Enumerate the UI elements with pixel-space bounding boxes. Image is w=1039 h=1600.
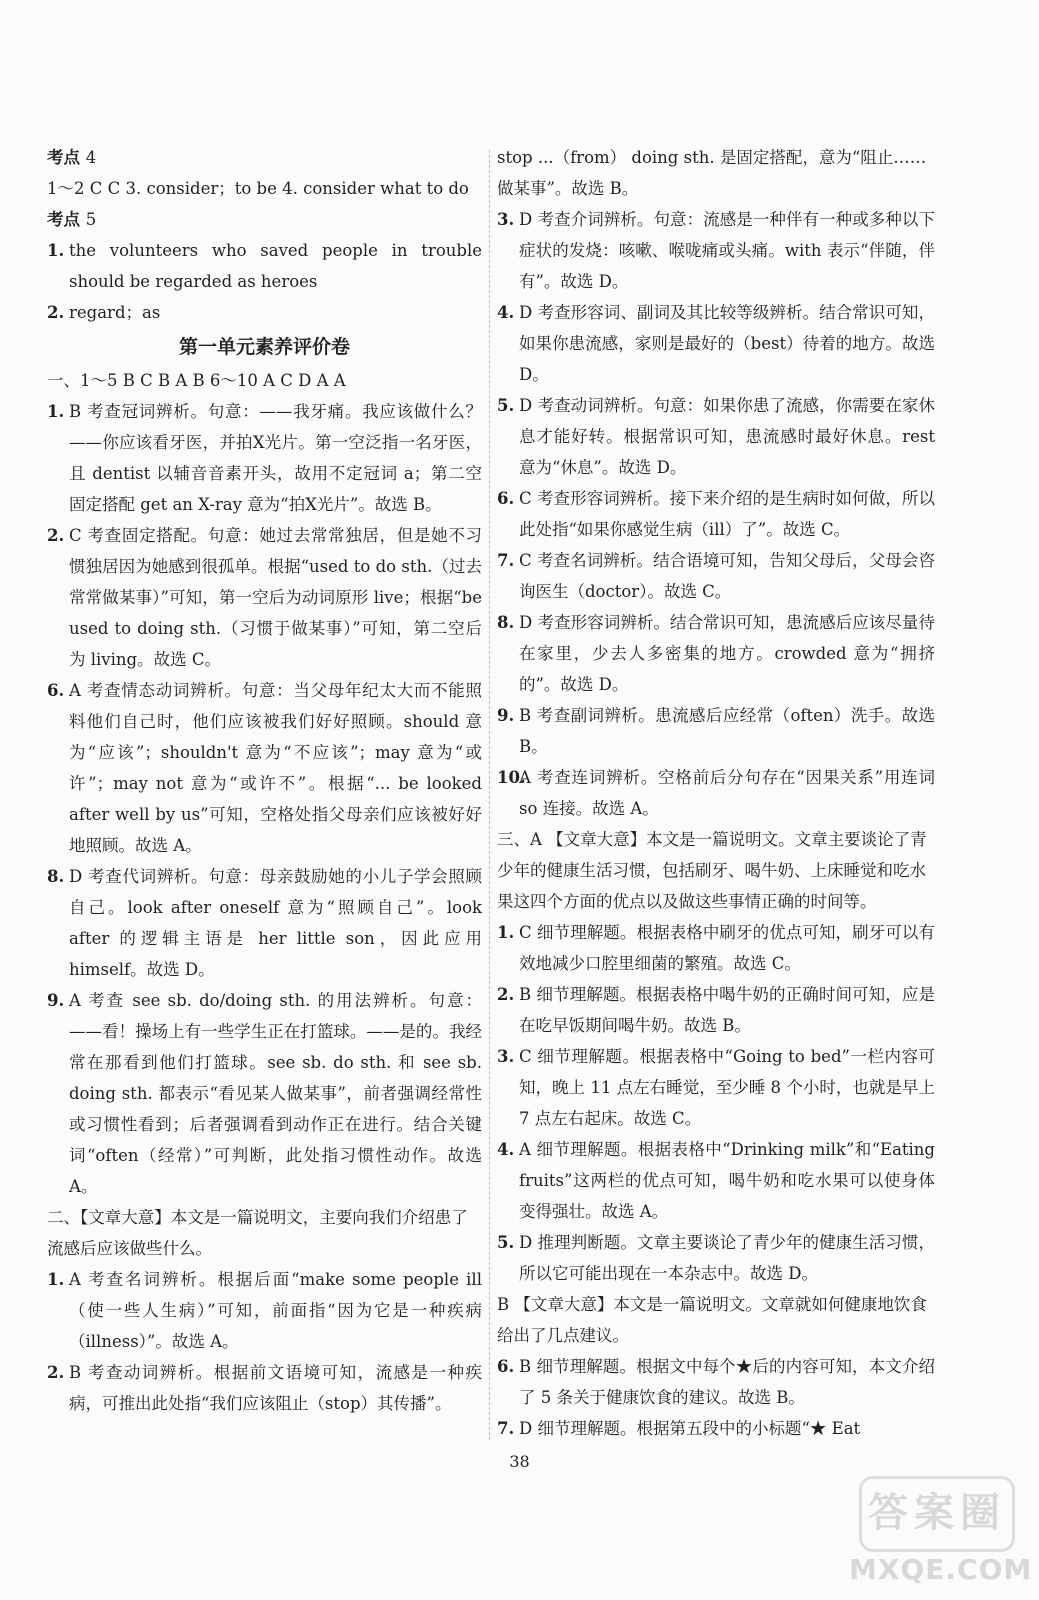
item-number: 7.	[497, 1419, 515, 1438]
answer-item	[47, 861, 482, 985]
item-text: A 细节理解题。根据表格中“Drinking milk”和“Eating fruits”这两栏的优点可知，喝牛奶和吃水果可以使身体变得强壮。故选 A。	[519, 1140, 935, 1221]
answer-item	[497, 390, 935, 483]
page-number: 38	[509, 1452, 530, 1471]
item-number: 6.	[47, 681, 65, 700]
item-text: C 细节理解题。根据表格中刷牙的优点可知，刷牙可以有效地减少口腔里细菌的繁殖。故选 C。	[519, 923, 935, 973]
part-one-answers: 一、1～5 B C B A B 6～10 A C D A A	[47, 371, 346, 390]
item-text: C 细节理解题。根据表格中“Going to bed”一栏内容可知，晚上 11 点左右睡觉，至少睡 8 个小时，也就是早上 7 点左右起床。故选 C。	[519, 1047, 935, 1128]
answer-item	[497, 297, 935, 390]
answer-item	[47, 675, 482, 861]
kaodian-4-answers: 1～2 C C 3. consider；to be 4. consider what to do	[47, 179, 469, 198]
item-number: 2.	[47, 526, 65, 545]
left-column	[47, 142, 482, 1419]
answer-item	[497, 700, 935, 762]
item-number: 8.	[497, 613, 515, 632]
item-number: 1.	[47, 402, 65, 421]
item-text: D 考查代词辨析。句意：母亲鼓励她的小儿子学会照顾自己。look after oneself 意为“照顾自己”。look after 的逻辑主语是 her little son，因此应用 himself。故选 D。	[69, 867, 482, 979]
answer-item	[497, 1134, 935, 1227]
answer-item	[497, 1413, 935, 1444]
answer-item	[497, 1351, 935, 1413]
continued-text: stop ...（from） doing sth. 是固定搭配，意为“阻止……做某事”。故选 B。	[497, 148, 927, 198]
item-number: 6.	[497, 1357, 515, 1376]
watermark-seal: 答案圈	[859, 1476, 1015, 1552]
item-number: 4.	[497, 303, 515, 322]
item-number: 2.	[47, 1363, 65, 1382]
answer-item	[497, 545, 935, 607]
right-column	[497, 142, 935, 1444]
kaodian-4-heading: 考点 4	[47, 148, 97, 167]
watermark-site: MXQE.COM	[849, 1553, 1033, 1586]
answer-item	[47, 520, 482, 675]
item-number: 4.	[497, 1140, 515, 1159]
item-text: D 考查动词辨析。句意：如果你患了流感，你需要在家休息才能好转。根据常识可知，患流感时最好休息。rest 意为“休息”。故选 D。	[519, 396, 935, 477]
item-number: 6.	[497, 489, 515, 508]
item-text: A 考查情态动词辨析。句意：当父母年纪太大而不能照料他们自己时，他们应该被我们好好照顾。should 意为“应该”；shouldn't 意为“不应该”；may 意为“或许”；may not 意为“或许不”。根据“... be looked after well by us”可知，空格处指父母亲们应该被好好地照顾。故选 A。	[69, 681, 482, 855]
item-text: A 考查名词辨析。根据后面“make some people ill（使一些人生病）”可知，前面指“因为它是一种疾病（illness）”。故选 A。	[69, 1270, 482, 1351]
item-text: D 考查形容词辨析。结合常识可知，患流感后应该尽量待在家里，少去人多密集的地方。crowded 意为“拥挤的”。故选 D。	[519, 613, 935, 694]
item-text: B 考查冠词辨析。句意：——我牙痛。我应该做什么？——你应该看牙医，并拍X光片。第一空泛指一名牙医，且 dentist 以辅音音素开头，故用不定冠词 a；第二空固定搭配 get an X-ray 意为“拍X光片”。故选 B。	[69, 402, 482, 514]
item-text: regard；as	[69, 303, 161, 322]
item-number: 2.	[497, 985, 515, 1004]
item-text: D 推理判断题。文章主要谈论了青少年的健康生活习惯，所以它可能出现在一本杂志中。故选 D。	[519, 1233, 935, 1283]
answer-item	[497, 762, 935, 824]
answer-item	[47, 297, 482, 328]
item-number: 1.	[497, 923, 515, 942]
item-text: B 考查动词辨析。根据前文语境可知，流感是一种疾病，可推出此处指“我们应该阻止（stop）其传播”。	[69, 1363, 482, 1413]
item-number: 9.	[47, 991, 65, 1010]
answer-item	[47, 396, 482, 520]
watermark-logo	[849, 1476, 1033, 1586]
item-number: 1.	[47, 1270, 65, 1289]
item-text: C 考查名词辨析。结合语境可知，告知父母后，父母会咨询医生（doctor）。故选 C。	[519, 551, 935, 601]
part-two-summary: 二、【文章大意】本文是一篇说明文，主要向我们介绍患了流感后应该做些什么。	[47, 1208, 468, 1258]
item-number: 7.	[497, 551, 515, 570]
part-three-a-explanations	[497, 917, 935, 1289]
item-text: D 考查形容词、副词及其比较等级辨析。结合常识可知，如果你患流感，家则是最好的（best）待着的地方。故选 D。	[519, 303, 935, 384]
answer-item	[497, 1227, 935, 1289]
part-three-b-summary: B 【文章大意】本文是一篇说明文。文章就如何健康地饮食给出了几点建议。	[497, 1295, 927, 1345]
item-number: 8.	[47, 867, 65, 886]
item-number: 10.	[497, 768, 526, 787]
part-two-explanations	[47, 1264, 482, 1419]
answer-item	[497, 1041, 935, 1134]
item-text: the volunteers who saved people in trouble should be regarded as heroes	[69, 241, 482, 291]
item-text: B 细节理解题。根据文中每个★后的内容可知，本文介绍了 5 条关于健康饮食的建议。故选 B。	[519, 1357, 935, 1407]
answer-item	[497, 204, 935, 297]
item-text: D 细节理解题。根据第五段中的小标题“★ Eat	[519, 1419, 861, 1438]
item-number: 2.	[47, 303, 65, 322]
part-one-explanations	[47, 396, 482, 1202]
answer-item	[47, 1357, 482, 1419]
answer-item	[497, 607, 935, 700]
kaodian-5-heading: 考点 5	[47, 210, 97, 229]
item-number: 5.	[497, 396, 515, 415]
item-text: C 考查形容词辨析。接下来介绍的是生病时如何做，所以此处指“如果你感觉生病（ill）了”。故选 C。	[519, 489, 935, 539]
item-text: A 考查连词辨析。空格前后分句存在“因果关系”用连词 so 连接。故选 A。	[519, 768, 935, 818]
item-text: B 细节理解题。根据表格中喝牛奶的正确时间可知，应是在吃早饭期间喝牛奶。故选 B。	[519, 985, 935, 1035]
part-three-a-summary: 三、A 【文章大意】本文是一篇说明文。文章主要谈论了青少年的健康生活习惯，包括刷牙、喝牛奶、上床睡觉和吃水果这四个方面的优点以及做这些事情正确的时间等。	[497, 830, 927, 911]
item-text: D 考查介词辨析。句意：流感是一种伴有一种或多种以下症状的发烧：咳嗽、喉咙痛或头痛。with 表示“伴随，伴有”。故选 D。	[519, 210, 935, 291]
item-number: 3.	[497, 210, 515, 229]
answer-item	[497, 917, 935, 979]
answer-item	[497, 483, 935, 545]
answer-item	[47, 985, 482, 1202]
column-divider	[489, 150, 490, 1440]
kaodian-5-list	[47, 235, 482, 328]
item-number: 1.	[47, 241, 65, 260]
part-three-b-explanations	[497, 1351, 935, 1444]
answer-item	[47, 1264, 482, 1357]
item-text: B 考查副词辨析。患流感后应经常（often）洗手。故选 B。	[519, 706, 935, 756]
answer-item	[47, 235, 482, 297]
item-number: 9.	[497, 706, 515, 725]
item-text: C 考查固定搭配。句意：她过去常常独居，但是她不习惯独居因为她感到很孤单。根据“used to do sth.（过去常常做某事）”可知，第一空后为动词原形 live；根据“be used to doing sth.（习惯于做某事）”可知，第二空后为 living。故选 C。	[69, 526, 482, 669]
item-number: 3.	[497, 1047, 515, 1066]
answer-item	[497, 979, 935, 1041]
item-text: A 考查 see sb. do/doing sth. 的用法辨析。句意：——看！操场上有一些学生正在打篮球。——是的。我经常在那看到他们打篮球。see sb. do sth. 和 see sb. doing sth. 都表示“看见某人做某事”，前者强调经常性或习惯性看到；后者强调看到动作正在进行。结合关键词“often（经常）”可判断，此处指习惯性动作。故选 A。	[69, 991, 482, 1196]
part-two-explanations-cont	[497, 204, 935, 824]
item-number: 5.	[497, 1233, 515, 1252]
section-title: 第一单元素养评价卷	[178, 336, 350, 358]
